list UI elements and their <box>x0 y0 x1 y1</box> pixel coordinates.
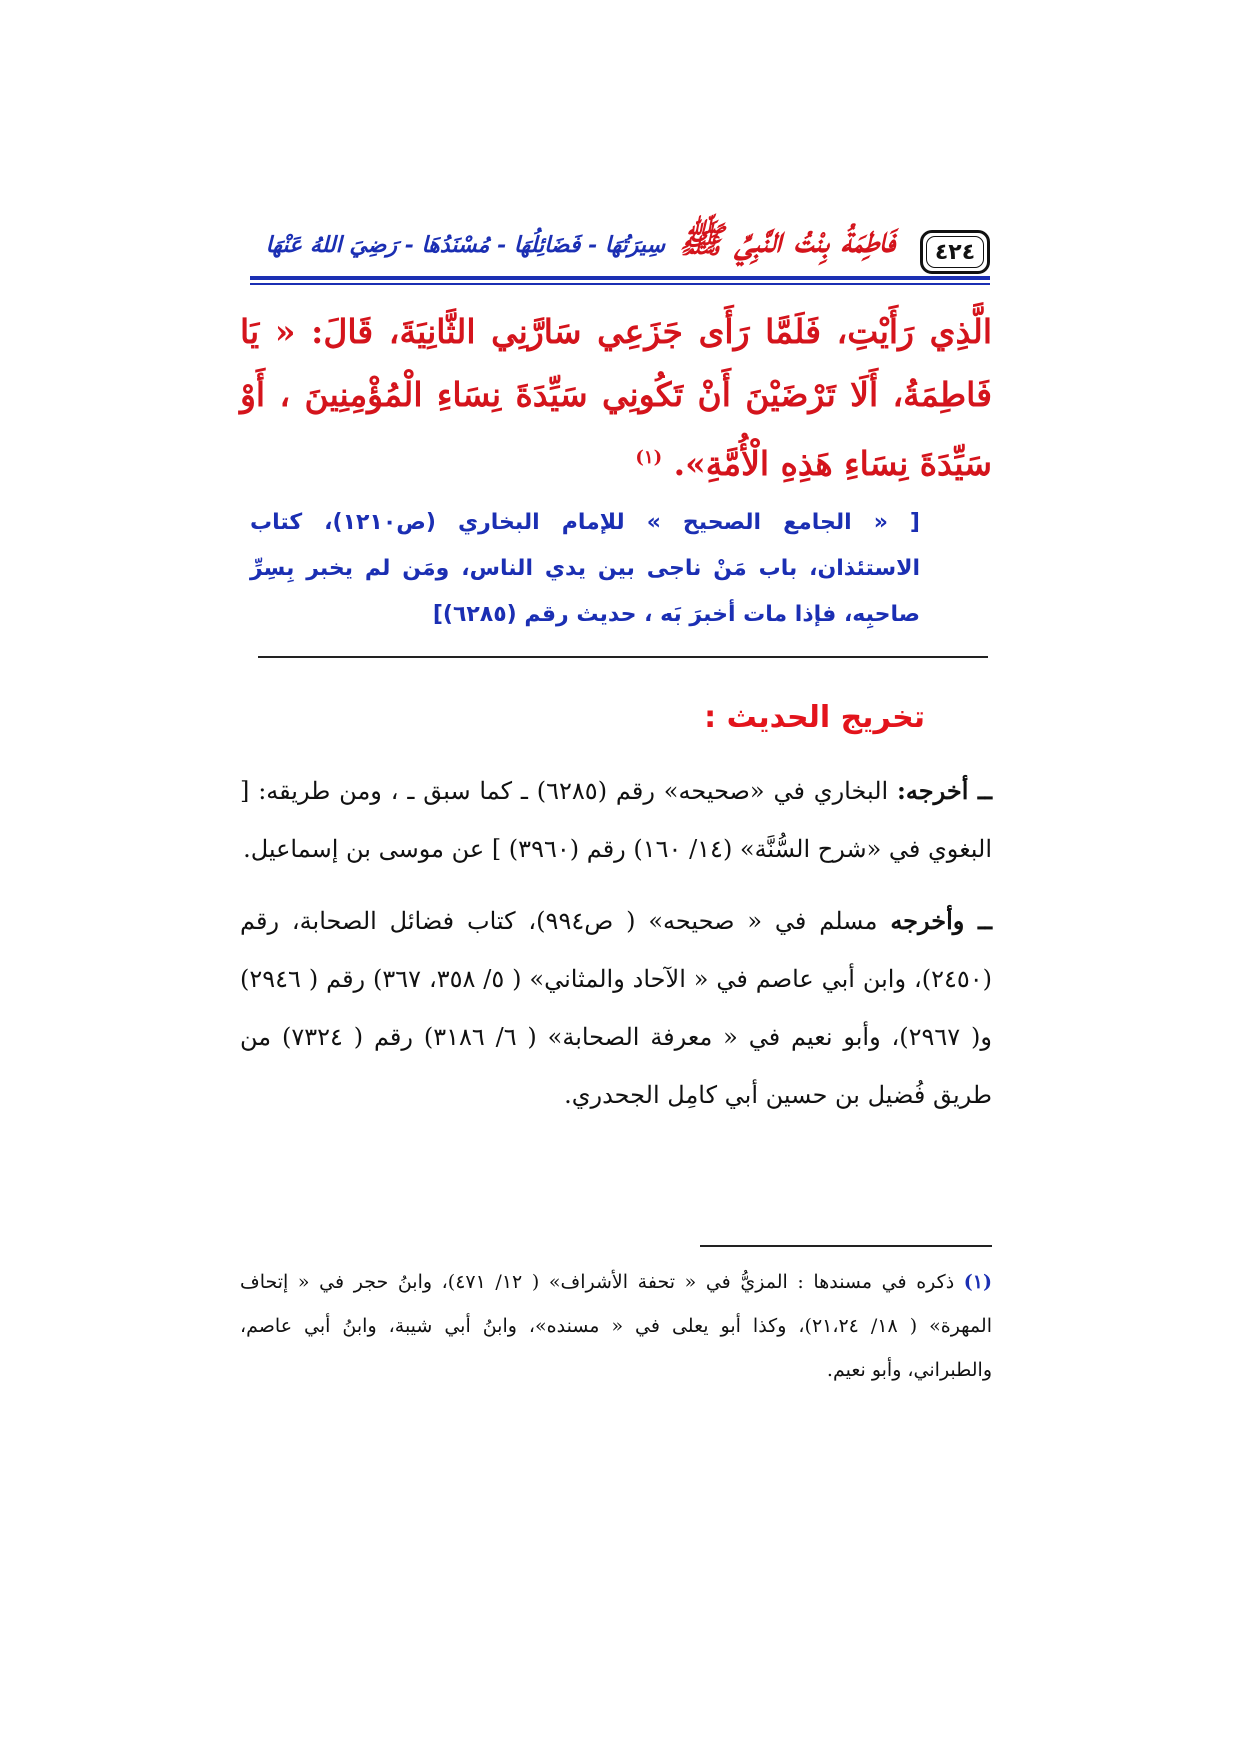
hadith-text <box>240 300 992 495</box>
paragraph-lead: ــ وأخرجه <box>890 906 993 935</box>
book-title: فَاطِمَةُ بِنْتُ النَّبِيِّ ﷺ <box>679 219 895 261</box>
header-rule-thin <box>250 283 990 285</box>
footnote-text: ذكره في مسندها : المزيُّ في « تحفة الأشراف» ( ١٢/ ٤٧١)، وابنُ حجر في « إتحاف المهرة» ( ١٨/ ٢١،٢٤)، وكذا أبو يعلى في « مسنده»، وابنُ أبي شيبة، وابنُ أبي عاصم، والطبراني، وأبو نعيم. <box>240 1271 992 1381</box>
takhrij-body <box>240 762 992 1124</box>
page-number-box <box>920 230 990 274</box>
footnote-number: (١) <box>963 1271 992 1293</box>
hadith-body: الَّذِي رَأَيْتِ، فَلَمَّا رَأَى جَزَعِي سَارَّنِي الثَّانِيَةَ، قَالَ: « يَا فَاطِمَةُ، أَلَا تَرْضَيْنَ أَنْ تَكُونِي سَيِّدَةَ نِسَاءِ الْمُؤْمِنِينَ ، أَوْ سَيِّدَةَ نِسَاءِ هَذِهِ الْأُمَّةِ». <box>240 312 992 483</box>
footnote-ref: (١) <box>635 447 663 468</box>
section-heading: تخريج الحديث : <box>704 700 925 735</box>
footnote-divider <box>700 1245 992 1247</box>
source-citation: [ « الجامع الصحيح » للإمام البخاري (ص١٢١٠)، كتاب الاستئذان، باب مَنْ ناجى بين يدي الناس، ومَن لم يخبر بِسِرِّ صاحبِه، فإذا مات أخبرَ بَه ، حديث رقم (٦٢٨٥)] <box>250 510 920 627</box>
paragraph <box>240 892 992 1124</box>
paragraph <box>240 762 992 878</box>
page-number: ٤٢٤ <box>934 239 976 265</box>
footnote <box>240 1260 992 1392</box>
page-header <box>250 210 990 280</box>
paragraph-lead: ــ أخرجه: <box>897 776 992 805</box>
paragraph-text: مسلم في « صحيحه» ( ص٩٩٤)، كتاب فضائل الصحابة، رقم (٢٤٥٠)، وابن أبي عاصم في « الآحاد والمثاني» ( ٥/ ٣٥٨، ٣٦٧) رقم ( ٢٩٤٦) و( ٢٩٦٧)، وأبو نعيم في « معرفة الصحابة» ( ٦/ ٣١٨٦) رقم ( ٧٣٢٤) من طريق فُضيل بن حسين أبي كامِل الجحدري. <box>240 907 992 1109</box>
running-title <box>266 218 895 270</box>
paragraph-text: البخاري في «صحيحه» رقم (٦٢٨٥) ـ كما سبق ـ ، ومن طريقه: [ البغوي في «شرح السُّنَّة» (١٤/ ١٦٠) رقم (٣٩٦٠) ] عن موسى بن إسماعيل. <box>240 777 992 863</box>
hadith-source <box>250 500 920 638</box>
section-divider <box>258 656 988 658</box>
book-subtitle: سِيرَتُهَا - فَضَائِلُهَا - مُسْنَدُهَا - رَضِيَ اللهُ عَنْهَا <box>265 232 665 258</box>
header-rule <box>250 276 990 280</box>
